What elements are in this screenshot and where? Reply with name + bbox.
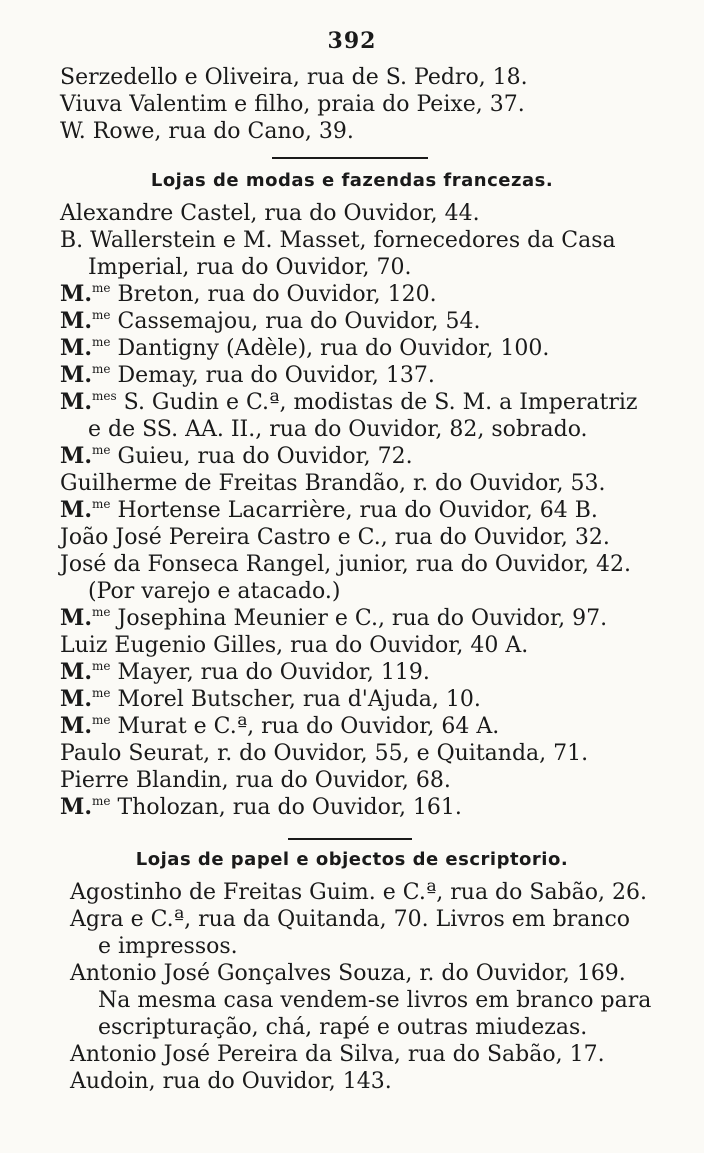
directory-entry <box>60 524 637 551</box>
entry-continuation-line <box>70 987 651 1014</box>
title-superscript: me <box>92 362 111 376</box>
entry-line <box>60 551 637 578</box>
entry-line <box>60 740 637 767</box>
entry-line <box>60 362 637 389</box>
entry-text: B. Wallerstein e M. Masset, fornecedores da Casa <box>60 228 616 253</box>
entry-line <box>70 1041 651 1068</box>
entry-line <box>60 767 637 794</box>
entry-text: Viuva Valentim e filho, praia do Peixe, 37. <box>60 92 525 117</box>
entry-line <box>60 118 528 145</box>
entry-text: escripturação, chá, rapé e outras miudezas. <box>98 1015 588 1040</box>
title-prefix: M. <box>60 281 93 307</box>
entry-line <box>60 605 637 632</box>
entry-line <box>60 308 637 335</box>
directory-entry <box>60 470 637 497</box>
entry-text: Luiz Eugenio Gilles, rua do Ouvidor, 40 A. <box>60 633 529 658</box>
entry-line <box>60 632 637 659</box>
title-superscript: me <box>92 335 111 349</box>
entry-text: Hortense Lacarrière, rua do Ouvidor, 64 B. <box>117 498 598 523</box>
entry-line <box>60 200 637 227</box>
directory-entry <box>60 767 637 794</box>
title-superscript: me <box>92 308 111 322</box>
entry-text: Imperial, rua do Ouvidor, 70. <box>88 255 412 280</box>
directory-entry <box>70 906 651 960</box>
entry-continuation-line <box>60 254 637 281</box>
entry-line <box>60 794 637 821</box>
entry-line <box>60 524 637 551</box>
title-prefix: M. <box>60 794 93 820</box>
section-rule-1 <box>272 157 428 159</box>
entry-line <box>60 497 637 524</box>
entry-line <box>60 389 637 416</box>
title-superscript: me <box>92 497 111 511</box>
entry-continuation-line <box>70 1014 651 1041</box>
directory-entry <box>60 794 637 821</box>
entry-text: Paulo Seurat, r. do Ouvidor, 55, e Quitanda, 71. <box>60 741 589 766</box>
entry-text: Dantigny (Adèle), rua do Ouvidor, 100. <box>117 336 550 361</box>
entry-text: Josephina Meunier e C., rua do Ouvidor, 97. <box>117 606 608 631</box>
entry-text: Breton, rua do Ouvidor, 120. <box>117 282 437 307</box>
title-superscript: me <box>92 281 111 295</box>
entry-text: Tholozan, rua do Ouvidor, 161. <box>117 795 462 820</box>
directory-entry <box>60 605 637 632</box>
directory-entry <box>60 497 637 524</box>
entry-text: Morel Butscher, rua d'Ajuda, 10. <box>117 687 481 712</box>
entry-text: João José Pereira Castro e C., rua do Ouvidor, 32. <box>60 525 610 550</box>
title-prefix: M. <box>60 605 93 631</box>
entry-line <box>60 713 637 740</box>
entry-line <box>60 443 637 470</box>
title-superscript: me <box>92 794 111 808</box>
directory-entry <box>60 118 528 145</box>
directory-entry <box>60 659 637 686</box>
directory-entry <box>60 632 637 659</box>
page-number: 392 <box>327 28 377 54</box>
entry-continuation-line <box>70 933 651 960</box>
title-superscript: me <box>92 605 111 619</box>
entry-text: Demay, rua do Ouvidor, 137. <box>117 363 435 388</box>
section1-entries <box>60 200 637 821</box>
entry-text: Antonio José Gonçalves Souza, r. do Ouvidor, 169. <box>70 961 626 986</box>
title-superscript: mes <box>92 389 117 403</box>
directory-entry <box>60 227 637 281</box>
title-prefix: M. <box>60 335 93 361</box>
directory-entry <box>60 362 637 389</box>
directory-entry <box>70 1041 651 1068</box>
directory-entry <box>70 960 651 1041</box>
title-superscript: me <box>92 443 111 457</box>
directory-entry <box>60 200 637 227</box>
entry-text: Audoin, rua do Ouvidor, 143. <box>70 1069 392 1094</box>
entry-text: Cassemajou, rua do Ouvidor, 54. <box>117 309 481 334</box>
title-prefix: M. <box>60 308 93 334</box>
entry-text: Serzedello e Oliveira, rua de S. Pedro, 18. <box>60 65 528 90</box>
directory-entry <box>60 713 637 740</box>
directory-entry <box>60 91 528 118</box>
entry-line <box>70 879 651 906</box>
entry-text: Guieu, rua do Ouvidor, 72. <box>117 444 413 469</box>
directory-entry <box>60 335 637 362</box>
entry-text: e de SS. AA. II., rua do Ouvidor, 82, sobrado. <box>88 417 588 442</box>
directory-entry <box>70 879 651 906</box>
directory-entry <box>60 389 637 443</box>
entry-text: e impressos. <box>98 934 238 959</box>
entry-text: Agostinho de Freitas Guim. e C.ª, rua do Sabão, 26. <box>70 880 647 905</box>
entry-text: Pierre Blandin, rua do Ouvidor, 68. <box>60 768 451 793</box>
title-superscript: me <box>92 713 111 727</box>
directory-entry <box>60 551 637 605</box>
directory-entry <box>60 308 637 335</box>
entry-line <box>70 960 651 987</box>
directory-entry <box>70 1068 651 1095</box>
entry-text: Na mesma casa vendem-se livros em branco para <box>98 988 652 1013</box>
title-prefix: M. <box>60 362 93 388</box>
entry-line <box>60 470 637 497</box>
directory-entry <box>60 443 637 470</box>
entry-text: Antonio José Pereira da Silva, rua do Sabão, 17. <box>70 1042 605 1067</box>
entry-line <box>70 1068 651 1095</box>
entry-text: Murat e C.ª, rua do Ouvidor, 64 A. <box>117 714 500 739</box>
directory-entry <box>60 686 637 713</box>
entry-text: (Por varejo e atacado.) <box>88 579 341 604</box>
entry-text: W. Rowe, rua do Cano, 39. <box>60 119 354 144</box>
title-prefix: M. <box>60 443 93 469</box>
title-prefix: M. <box>60 659 93 685</box>
title-prefix: M. <box>60 497 93 523</box>
title-prefix: M. <box>60 389 93 415</box>
section-rule-2 <box>288 838 412 840</box>
entry-text: S. Gudin e C.ª, modistas de S. M. a Imperatriz <box>123 390 638 415</box>
title-superscript: me <box>92 686 111 700</box>
section2-title: Lojas de papel e objectos de escriptorio. <box>135 849 569 870</box>
intro-entries <box>60 64 528 145</box>
entry-line <box>70 906 651 933</box>
title-prefix: M. <box>60 713 93 739</box>
directory-entry <box>60 281 637 308</box>
title-prefix: M. <box>60 686 93 712</box>
entry-line <box>60 64 528 91</box>
entry-line <box>60 227 637 254</box>
section2-entries <box>70 879 651 1095</box>
directory-entry <box>60 740 637 767</box>
section1-title: Lojas de modas e fazendas francezas. <box>150 170 554 191</box>
directory-entry <box>60 64 528 91</box>
entry-text: Guilherme de Freitas Brandão, r. do Ouvidor, 53. <box>60 471 606 496</box>
entry-continuation-line <box>60 578 637 605</box>
entry-line <box>60 91 528 118</box>
entry-text: José da Fonseca Rangel, junior, rua do Ouvidor, 42. <box>60 552 631 577</box>
title-superscript: me <box>92 659 111 673</box>
entry-text: Alexandre Castel, rua do Ouvidor, 44. <box>60 201 480 226</box>
entry-text: Mayer, rua do Ouvidor, 119. <box>117 660 430 685</box>
entry-text: Agra e C.ª, rua da Quitanda, 70. Livros em branco <box>70 907 631 932</box>
entry-line <box>60 686 637 713</box>
entry-line <box>60 335 637 362</box>
entry-line <box>60 659 637 686</box>
entry-line <box>60 281 637 308</box>
entry-continuation-line <box>60 416 637 443</box>
